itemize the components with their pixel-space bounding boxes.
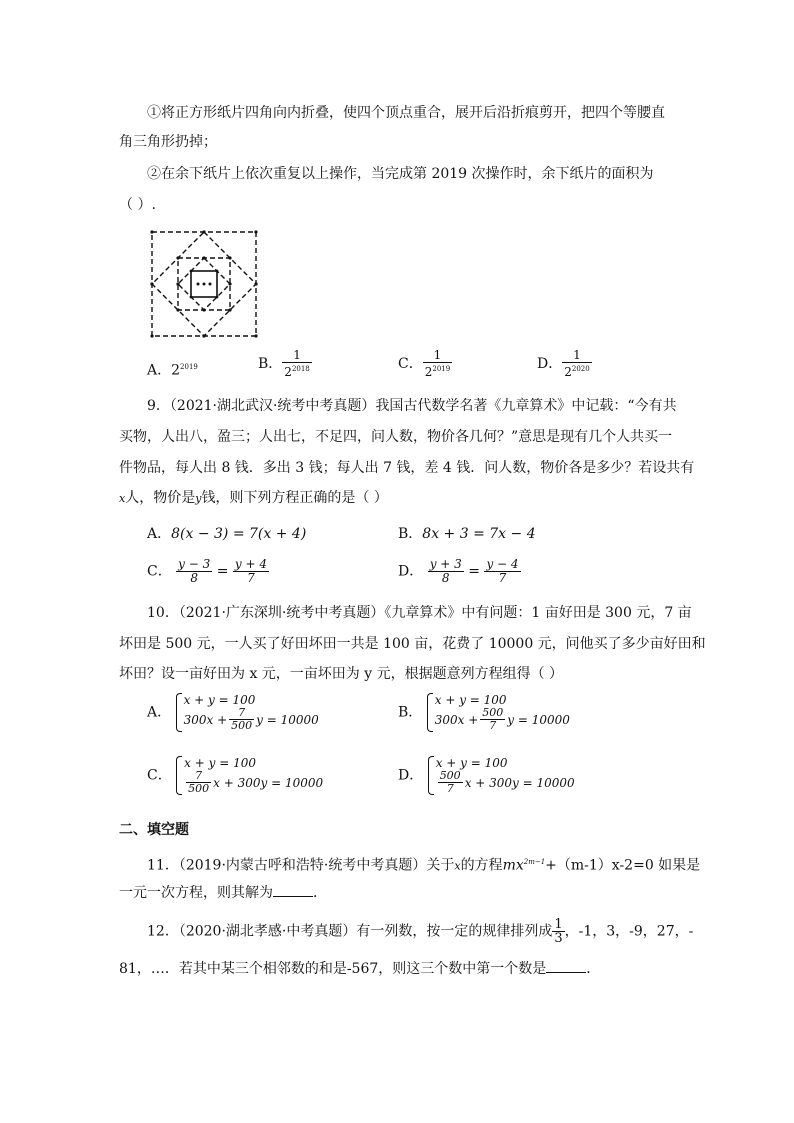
- q11-answer-blank[interactable]: [273, 882, 313, 897]
- q11-line2: 一元一次方程，则其解为 ．: [119, 882, 327, 903]
- section-heading-fill-in: 二、填空题: [119, 822, 189, 838]
- q8-step2-line2: （ ）.: [119, 197, 156, 213]
- q8-option-a: A．$2^{2019}$: [147, 362, 198, 379]
- q12-line1: 12．（2020·湖北孝感·中考真题）有一列数，按一定的规律排列成 $\frac{1}{3}$ ，-1，3，-9，27，-: [147, 917, 694, 946]
- q11-line1: 11．（2019·内蒙古呼和浩特·统考中考真题）关于x的方程$mx^{2m-1}+(m-1)x-2=0$ 如果是: [147, 857, 701, 874]
- q10-option-b: B． x + y = 100 300x + $\frac{500}{7}$ y = 10000: [398, 693, 570, 732]
- q8-option-d: D． $\frac{1}{2^{2020}}$: [537, 348, 590, 379]
- folded-square-figure: [150, 230, 258, 338]
- q10-option-c: C． x + y = 100 $\frac{7}{500}$ x + 300y = 10000: [147, 756, 324, 795]
- q9-option-b: B．8x + 3 = 7x − 4: [398, 526, 536, 542]
- q10-option-d: D． x + y = 100 $\frac{500}{7}$ x + 300y = 10000: [398, 756, 575, 795]
- q10-line2: 坏田是 500 元，一人买了好田坏田一共是 100 亩，花费了 10000 元，问他买了多少亩好田和: [119, 636, 706, 652]
- q10-option-a: A． x + y = 100 300x + $\frac{7}{500}$ y = 10000: [147, 693, 319, 732]
- q9-line1: 9．（2021·湖北武汉·统考中考真题）我国古代数学名著《九章算术》中记载：“今有共: [147, 398, 677, 414]
- q8-option-b: B． $\frac{1}{2^{2018}}$: [258, 348, 310, 379]
- q12-line2: 81，…．若其中某三个相邻数的和是-567，则这三个数中第一个数是 ．: [119, 958, 600, 979]
- q9-option-d: D． $\frac{y + 3}{8}$ = $\frac{y - 4}{7}$: [398, 557, 519, 585]
- q9-line3: 件物品，每人出 8 钱．多出 3 钱；每人出 7 钱，差 4 钱．问人数，物价各是多少？若设共有: [119, 460, 695, 476]
- q9-line4: x人，物价是y钱，则下列方程正确的是（ ）: [119, 490, 388, 506]
- q8-step1-line2: 角三角形扔掉；: [119, 134, 217, 150]
- q10-line1: 10．（2021·广东深圳·统考中考真题）《九章算术》中有问题：1 亩好田是 300 元，7 亩: [147, 605, 692, 621]
- q9-option-c: C． $\frac{y - 3}{8}$ = $\frac{y + 4}{7}$: [147, 557, 268, 585]
- q9-line2: 买物，人出八，盈三；人出七，不足四，问人数，物价各几何？”意思是现有几个人共买一: [119, 429, 673, 445]
- q8-step1-line1: ①将正方形纸片四角向内折叠，使四个顶点重合，展开后沿折痕剪开，把四个等腰直: [147, 105, 665, 121]
- q10-line3: 坏田？设一亩好田为 x 元，一亩坏田为 y 元，根据题意列方程组得（ ）: [119, 666, 564, 682]
- q12-answer-blank[interactable]: [546, 958, 586, 973]
- q8-step2-line1: ②在余下纸片上依次重复以上操作，当完成第 2019 次操作时，余下纸片的面积为: [147, 166, 654, 182]
- q9-option-a: A．8(x − 3) = 7(x + 4): [147, 526, 307, 542]
- q8-option-c: C． $\frac{1}{2^{2019}}$: [398, 348, 451, 379]
